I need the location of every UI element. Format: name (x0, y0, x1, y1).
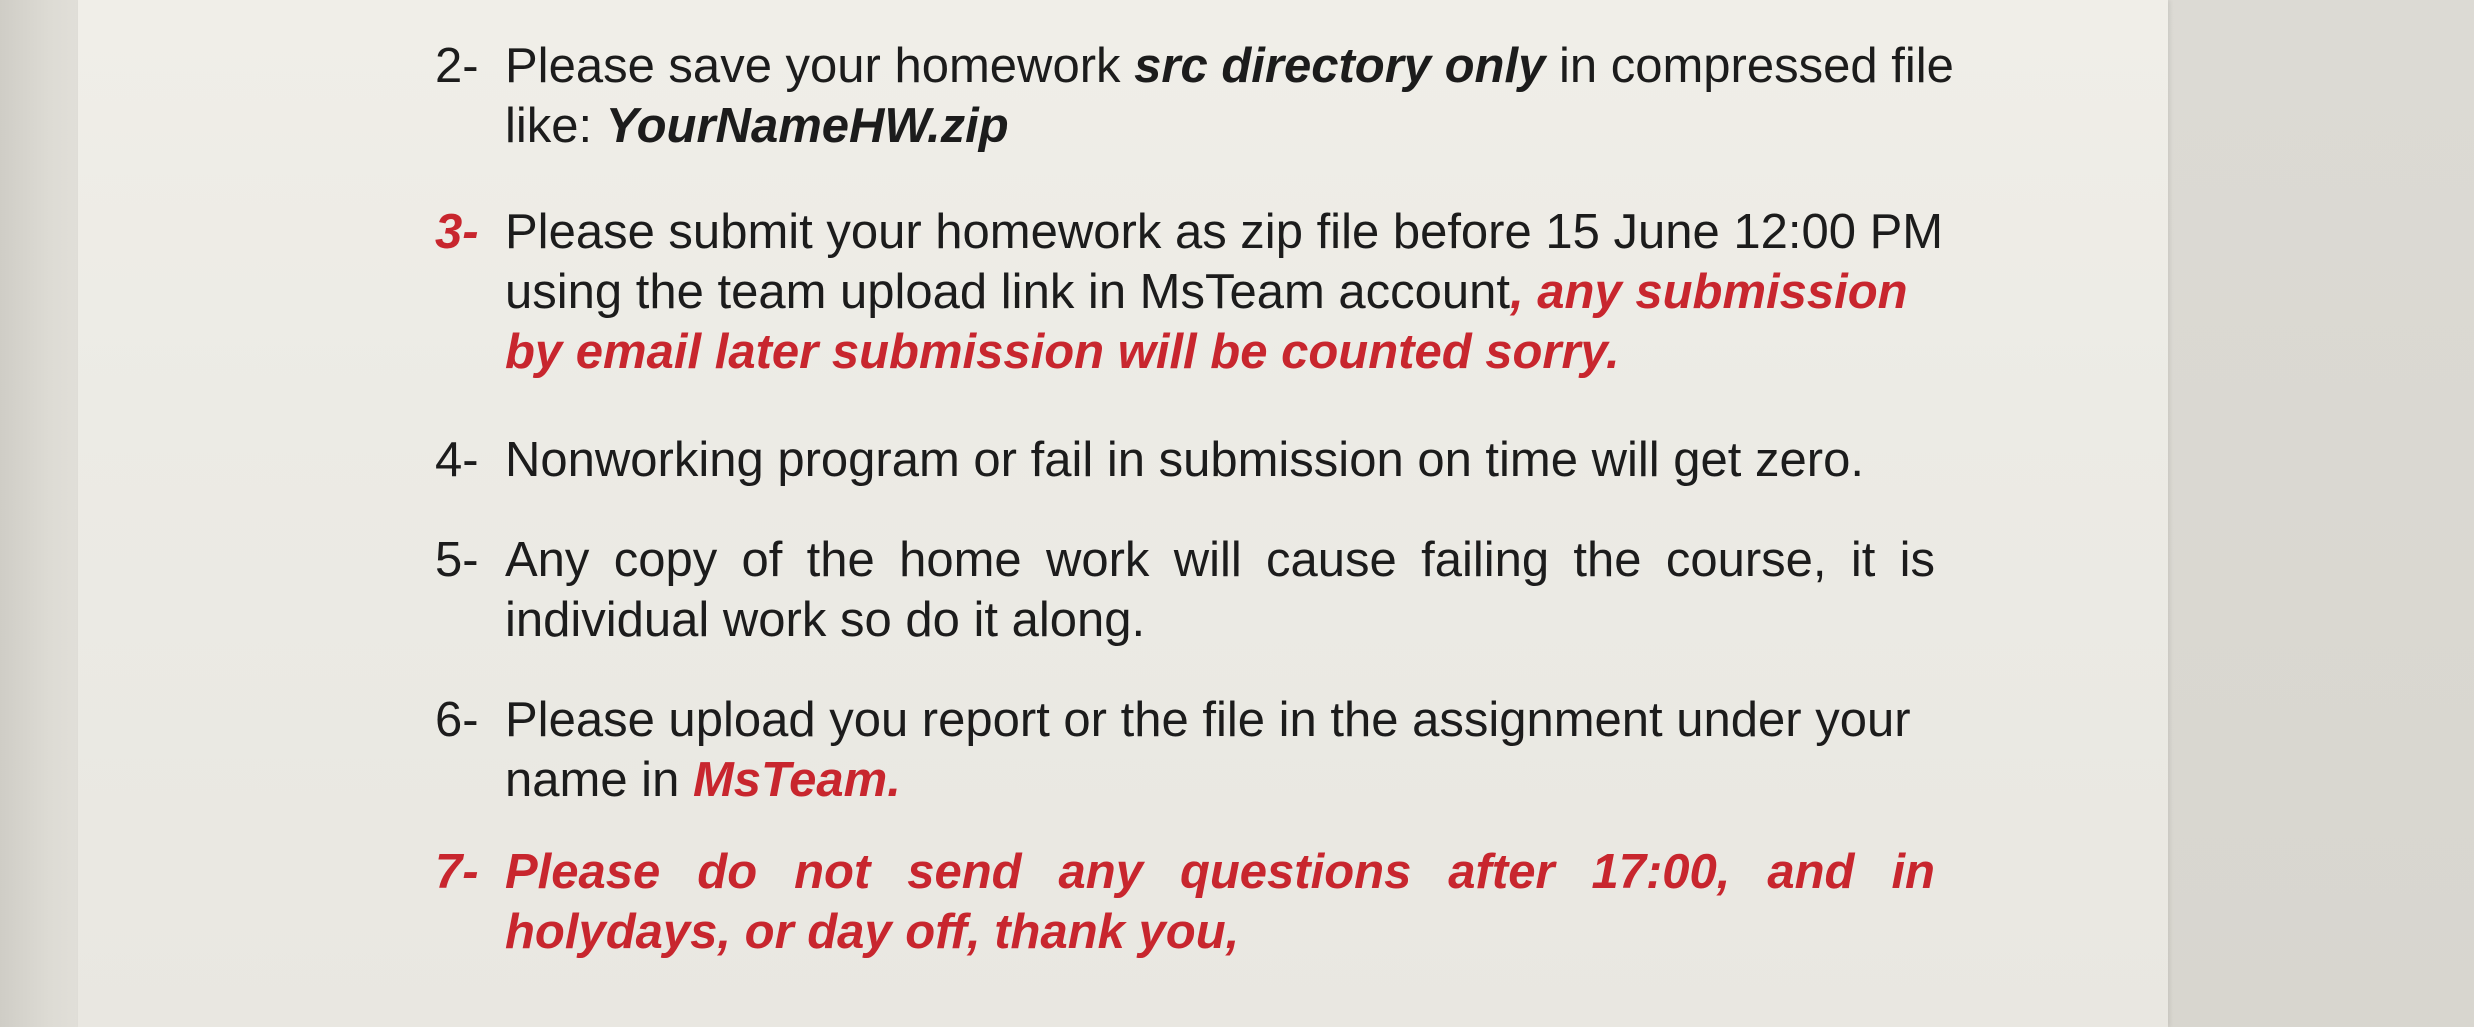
item-line: using the team upload link in MsTeam account, any submission (505, 265, 1908, 319)
item-line: name in MsTeam. (505, 753, 901, 807)
item-number: 5- (435, 533, 479, 587)
item-text (505, 202, 1944, 382)
item-number: 4- (435, 433, 479, 487)
item-line: Please upload you report or the file in the assignment under your (505, 693, 1911, 747)
warning-text: , any submission (1510, 265, 1908, 319)
item-number: 2- (435, 39, 479, 93)
warning-text: by email later submission will be counted sorry. (505, 325, 1620, 379)
filename-example: YourNameHW.zip (605, 99, 1009, 153)
background-right (2168, 0, 2474, 1027)
item-line: Please submit your homework as zip file before 15 June 12:00 PM (505, 205, 1944, 259)
item-text (505, 36, 1954, 156)
item-line: like: YourNameHW.zip (505, 99, 1009, 153)
item-line: individual work so do it along. (505, 593, 1146, 647)
item-text (505, 530, 1935, 650)
item-line: Nonworking program or fail in submission on time will get zero. (505, 433, 1864, 487)
item-number: 3- (435, 205, 479, 259)
item-line: holydays, or day off, thank you, (505, 905, 1240, 959)
item-text (505, 842, 1935, 962)
item-line: Any copy of the home work will cause failing the course, it is (505, 533, 1935, 587)
item-number: 6- (435, 693, 479, 747)
item-line: Please save your homework src directory only in compressed file (505, 39, 1954, 93)
item-number: 7- (435, 845, 479, 899)
item-text (505, 690, 1935, 810)
item-line: Please do not send any questions after 17:00, and in (505, 845, 1935, 899)
platform-name: MsTeam. (692, 753, 901, 807)
emphasis-text: src directory only (1134, 39, 1546, 93)
item-text (505, 430, 1935, 490)
